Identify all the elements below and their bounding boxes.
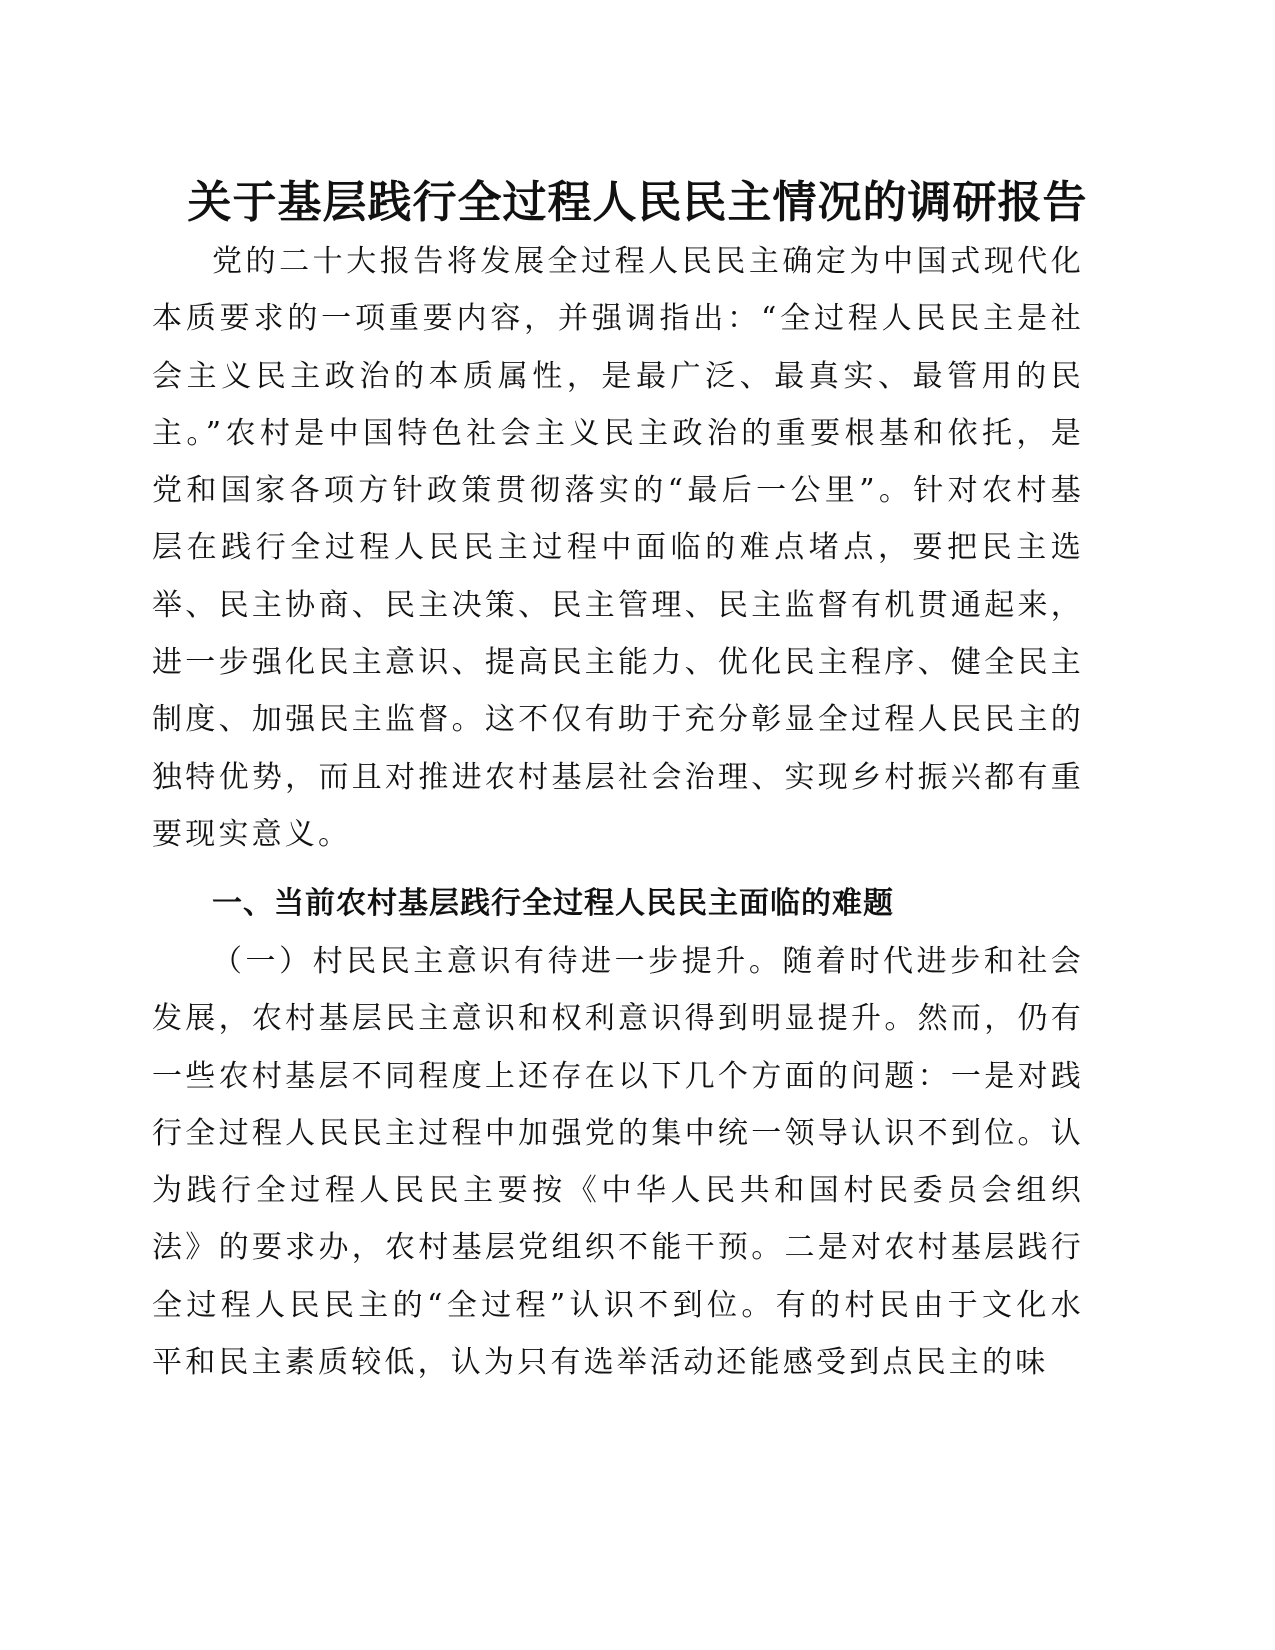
- section-heading: 一、当前农村基层践行全过程人民民主面临的难题: [212, 886, 894, 921]
- section-paragraph: （一）村民民主意识有待进一步提升。随着时代进步和社会发展，农村基层民主意识和权利意识得到明显提升。然而，仍有一些农村基层不同程度上还存在以下几个方面的问题：一是对践行全过程人民民主过程中加强党的集中统一领导认识不到位。认为践行全过程人民民主要按《中华人民共和国村民委员会组织法》的要求办，农村基层党组织不能干预。二是对农村基层践行全过程人民民主的“全过程”认识不到位。有的村民由于文化水平和民主素质较低，认为只有选举活动还能感受到点民主的味: [152, 944, 1084, 1381]
- document-title: 关于基层践行全过程人民民主情况的调研报告: [187, 177, 1088, 228]
- intro-paragraph: 党的二十大报告将发展全过程人民民主确定为中国式现代化本质要求的一项重要内容，并强调指出：“全过程人民民主是社会主义民主政治的本质属性，是最广泛、最真实、最管用的民主。”农村是中国特色社会主义民主政治的重要根基和依托，是党和国家各项方针政策贯彻落实的“最后一公里”。针对农村基层在践行全过程人民民主过程中面临的难点堵点，要把民主选举、民主协商、民主决策、民主管理、民主监督有机贯通起来，进一步强化民主意识、提高民主能力、优化民主程序、健全民主制度、加强民主监督。这不仅有助于充分彰显全过程人民民主的独特优势，而且对推进农村基层社会治理、实现乡村振兴都有重要现实意义。: [152, 244, 1084, 852]
